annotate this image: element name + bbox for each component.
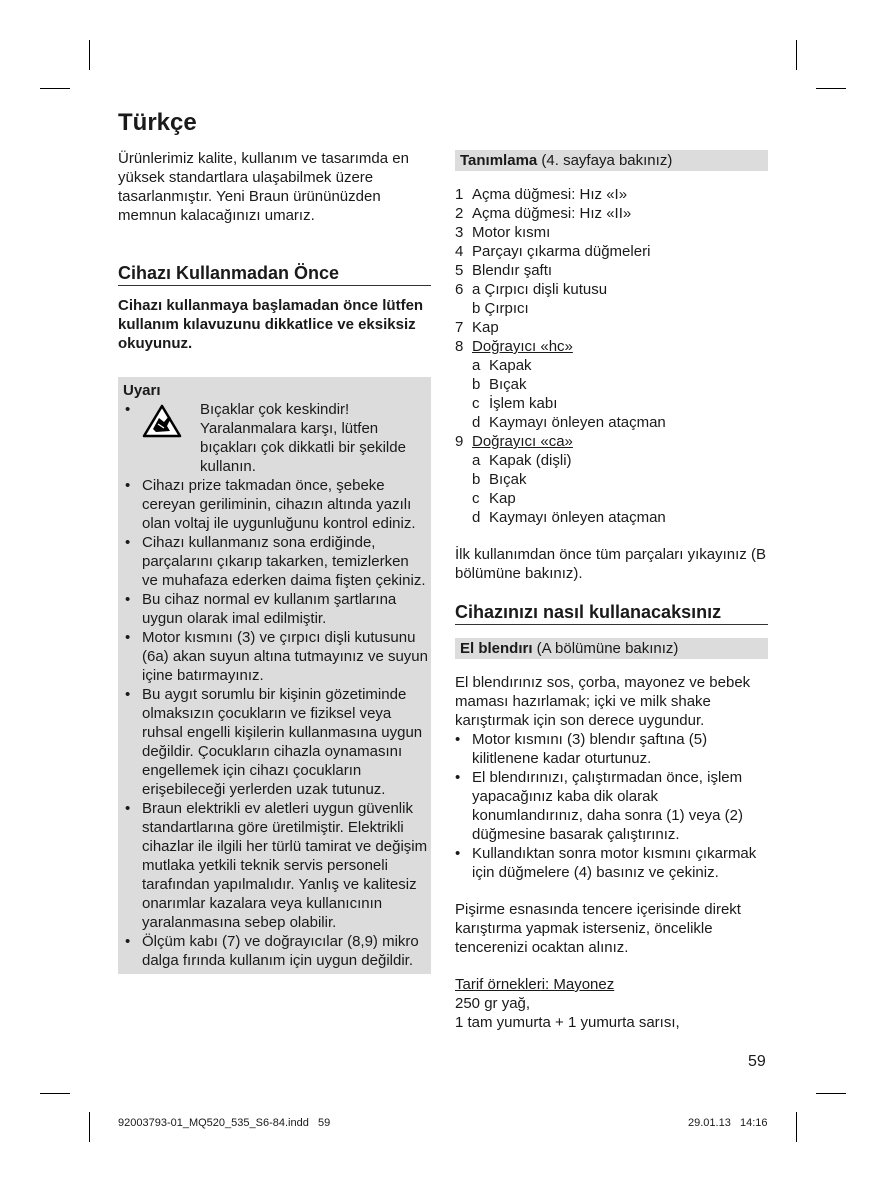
list-item: • Motor kısmını (3) ve çırpıcı dişli kutusunu (6a) akan suyun altına tutmayınız ve suyun içine batırmayınız. xyxy=(125,629,428,684)
list-item: • Kullandıktan sonra motor kısmını çıkarmak için düğmelere (4) basınız ve çekiniz. xyxy=(455,845,757,881)
crop-mark xyxy=(816,1093,846,1094)
crop-mark xyxy=(89,40,90,70)
list-item: a Kapak xyxy=(472,357,532,374)
crop-mark xyxy=(40,88,70,89)
crop-mark xyxy=(40,1093,70,1094)
list-item: b Çırpıcı xyxy=(472,300,529,317)
section-heading-before-use: Cihazı Kullanmadan Önce xyxy=(118,262,431,286)
left-column xyxy=(118,108,431,974)
list-item: b Bıçak xyxy=(472,376,527,393)
blender-steps xyxy=(455,730,768,882)
recipe-line: 250 gr yağ, xyxy=(455,995,531,1012)
right-column xyxy=(455,150,768,1032)
crop-mark xyxy=(796,40,797,70)
list-item: 6 a Çırpıcı dişli kutusu xyxy=(455,281,608,298)
list-item: 1 Açma düğmesi: Hız «I» xyxy=(455,186,628,203)
page-number: 59 xyxy=(748,1053,766,1070)
list-item: 7 Kap xyxy=(455,319,499,336)
description-heading: Tanımlama (4. sayfaya bakınız) xyxy=(455,150,768,171)
list-item: 4 Parçayı çıkarma düğmeleri xyxy=(455,243,651,260)
list-item: c Kap xyxy=(472,490,516,507)
crop-mark xyxy=(89,1112,90,1142)
crop-mark xyxy=(816,88,846,89)
blender-heading: El blendırı (A bölümüne bakınız) xyxy=(455,638,768,659)
footer-filename: 92003793-01_MQ520_535_S6-84.indd 59 xyxy=(118,1117,331,1129)
parts-list xyxy=(455,185,768,527)
list-item: • Ölçüm kabı (7) ve doğrayıcılar (8,9) mikro dalga fırında kullanım için uygun değildir. xyxy=(125,933,419,969)
bullet: • xyxy=(125,401,131,418)
section-heading-usage: Cihazınızı nasıl kullanacaksınız xyxy=(455,601,768,625)
recipe-title: Tarif örnekleri: Mayonez xyxy=(455,976,615,993)
crop-mark xyxy=(796,1112,797,1142)
cooking-note: Pişirme esnasında tencere içerisinde direkt karıştırma yapmak isterseniz, öncelikle tencerenizi ocaktan alınız. xyxy=(455,901,741,956)
warning-title: Uyarı xyxy=(123,382,161,399)
recipe-line: 1 tam yumurta + 1 yumurta sarısı, xyxy=(455,1014,680,1031)
blade-hand-warning-icon xyxy=(142,400,200,476)
page-title: Türkçe xyxy=(118,109,197,136)
list-item: 8 Doğrayıcı «hc» xyxy=(455,338,573,355)
intro-paragraph: Ürünlerimiz kalite, kullanım ve tasarımda en yüksek standartlara ulaşabilmek üzere tasarlanmıştır. Yeni Braun ürününüzden memnun kalacağınızı umarız. xyxy=(118,150,409,224)
list-item: • Motor kısmını (3) blendır şaftına (5) kilitlenene kadar oturtunuz. xyxy=(455,731,708,767)
warning-list xyxy=(123,476,428,970)
warning-first-text: Bıçaklar çok keskindir! Yaralanmalara karşı, lütfen bıçakları çok dikkatli bir şekilde kullanın. xyxy=(200,401,406,475)
list-item: • El blendırınızı, çalıştırmadan önce, işlem yapacağınız kaba dik olarak konumlandırınız, daha sonra (1) veya (2) düğmesine basarak çalıştırınız. xyxy=(455,769,743,843)
list-item: 9 Doğrayıcı «ca» xyxy=(455,433,573,450)
list-item: • Cihazı prize takmadan önce, şebeke cereyan geriliminin, cihazın altında yazılı olan voltaj ile uygunluğunu kontrol ediniz. xyxy=(125,477,416,532)
warning-box xyxy=(118,377,431,974)
list-item: • Bu cihaz normal ev kullanım şartlarına uygun olarak imal edilmiştir. xyxy=(125,591,397,627)
list-item: 2 Açma düğmesi: Hız «II» xyxy=(455,205,632,222)
list-item: • Bu aygıt sorumlu bir kişinin gözetiminde olmaksızın çocukların ve fiziksel veya ruhsal engelli kişilerin kullanmasına uygun değildir. Çocukların cihazla oynamasını engellemek için cihazı çocukların erişebileceği yerlerden uzak tutunuz. xyxy=(125,686,423,798)
list-item: • Cihazı kullanmanız sona erdiğinde, parçalarını çıkarıp takarken, temizlerken ve muhafaza ederken daima fişten çekiniz. xyxy=(125,534,426,589)
list-item: 3 Motor kısmı xyxy=(455,224,551,241)
list-item: a Kapak (dişli) xyxy=(472,452,572,469)
list-item: b Bıçak xyxy=(472,471,527,488)
read-manual-notice: Cihazı kullanmaya başlamadan önce lütfen kullanım kılavuzunu dikkatlice ve eksiksiz okuyunuz. xyxy=(118,297,424,352)
list-item: • Braun elektrikli ev aletleri uygun güvenlik standartlarına göre üretilmiştir. Elektrikli cihazlar ile ilgili her türlü tamirat ve değişim mutlaka yetkili teknik servis personeli tarafından yapılmalıdır. Yanlış ve kalitesiz onarımlar kazalara veya kullanıcının yaralanmasına sebep olabilir. xyxy=(125,800,428,931)
list-item: 5 Blendır şaftı xyxy=(455,262,553,279)
footer-date: 29.01.13 14:16 xyxy=(688,1117,768,1129)
list-item: c İşlem kabı xyxy=(472,395,558,412)
warning-first-item xyxy=(123,400,428,476)
blender-intro: El blendırınız sos, çorba, mayonez ve bebek maması hazırlamak; içki ve milk shake karıştırmak için son derece uygundur. xyxy=(455,674,751,729)
list-item: d Kaymayı önleyen ataçman xyxy=(472,509,666,526)
first-use-note: İlk kullanımdan önce tüm parçaları yıkayınız (B bölümüne bakınız). xyxy=(455,546,766,582)
list-item: d Kaymayı önleyen ataçman xyxy=(472,414,666,431)
